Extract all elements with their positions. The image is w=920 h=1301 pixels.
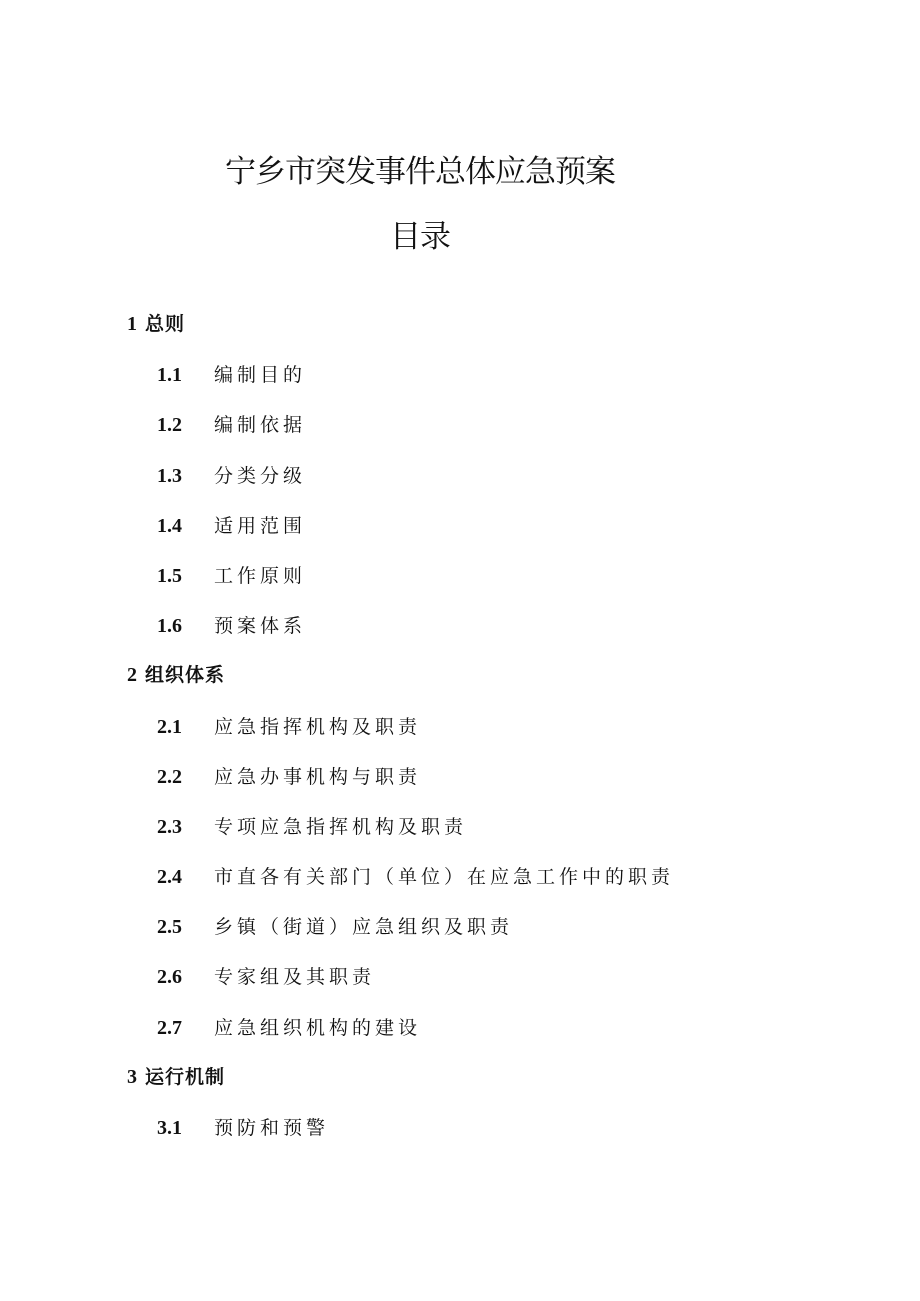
item-number: 1.4: [157, 514, 182, 537]
item-number: 2.4: [157, 866, 182, 889]
item-label: 编制依据: [214, 414, 307, 437]
item-number: 1.3: [157, 464, 182, 487]
item-label: 应急组织机构的建设: [214, 1016, 422, 1039]
toc-item-3-1[interactable]: [0, 1111, 920, 1161]
item-label: 预案体系: [214, 615, 307, 638]
item-number: 2.7: [157, 1016, 182, 1039]
item-number: 1.5: [157, 564, 182, 587]
toc-item-1-6[interactable]: [0, 609, 920, 659]
toc-item-1-2[interactable]: [0, 408, 920, 458]
item-label: 专家组及其职责: [214, 966, 376, 989]
toc-item-2-7[interactable]: [0, 1011, 920, 1061]
document-title: 宁乡市突发事件总体应急预案: [225, 154, 615, 190]
section-number: 1: [127, 313, 137, 335]
toc-section-2[interactable]: [0, 659, 920, 709]
item-label: 分类分级: [214, 464, 307, 487]
toc-item-2-2[interactable]: [0, 760, 920, 810]
item-label: 应急办事机构与职责: [214, 765, 422, 788]
toc-item-1-5[interactable]: [0, 559, 920, 609]
toc-item-1-1[interactable]: [0, 358, 920, 408]
toc-item-2-5[interactable]: [0, 910, 920, 960]
table-of-contents: [0, 308, 920, 1161]
section-number: 3: [127, 1065, 137, 1088]
item-label: 乡镇（街道）应急组织及职责: [214, 916, 514, 939]
toc-item-2-1[interactable]: [0, 710, 920, 760]
item-number: 2.2: [157, 765, 182, 788]
item-number: 3.1: [157, 1117, 182, 1139]
item-label: 编制目的: [214, 364, 307, 387]
section-label: 运行机制: [145, 1065, 226, 1088]
toc-section-3[interactable]: [0, 1061, 920, 1111]
item-label: 应急指挥机构及职责: [214, 715, 422, 738]
item-label: 专项应急指挥机构及职责: [214, 815, 468, 838]
item-number: 1.2: [157, 414, 182, 437]
item-label: 适用范围: [214, 514, 307, 537]
item-number: 1.6: [157, 615, 182, 638]
toc-item-1-3[interactable]: [0, 459, 920, 509]
toc-item-1-4[interactable]: [0, 509, 920, 559]
item-label: 预防和预警: [214, 1117, 330, 1139]
item-number: 1.1: [157, 364, 182, 387]
toc-heading: 目录: [390, 219, 450, 255]
item-number: 2.6: [157, 966, 182, 989]
item-number: 2.3: [157, 815, 182, 838]
section-label: 总则: [145, 313, 186, 335]
toc-item-2-4[interactable]: [0, 860, 920, 910]
toc-item-2-6[interactable]: [0, 960, 920, 1010]
item-number: 2.1: [157, 715, 182, 738]
toc-section-1[interactable]: [0, 308, 920, 358]
item-label: 市直各有关部门（单位）在应急工作中的职责: [214, 866, 675, 889]
item-label: 工作原则: [214, 564, 307, 587]
section-number: 2: [127, 664, 137, 687]
toc-item-2-3[interactable]: [0, 810, 920, 860]
item-number: 2.5: [157, 916, 182, 939]
section-label: 组织体系: [145, 664, 226, 687]
